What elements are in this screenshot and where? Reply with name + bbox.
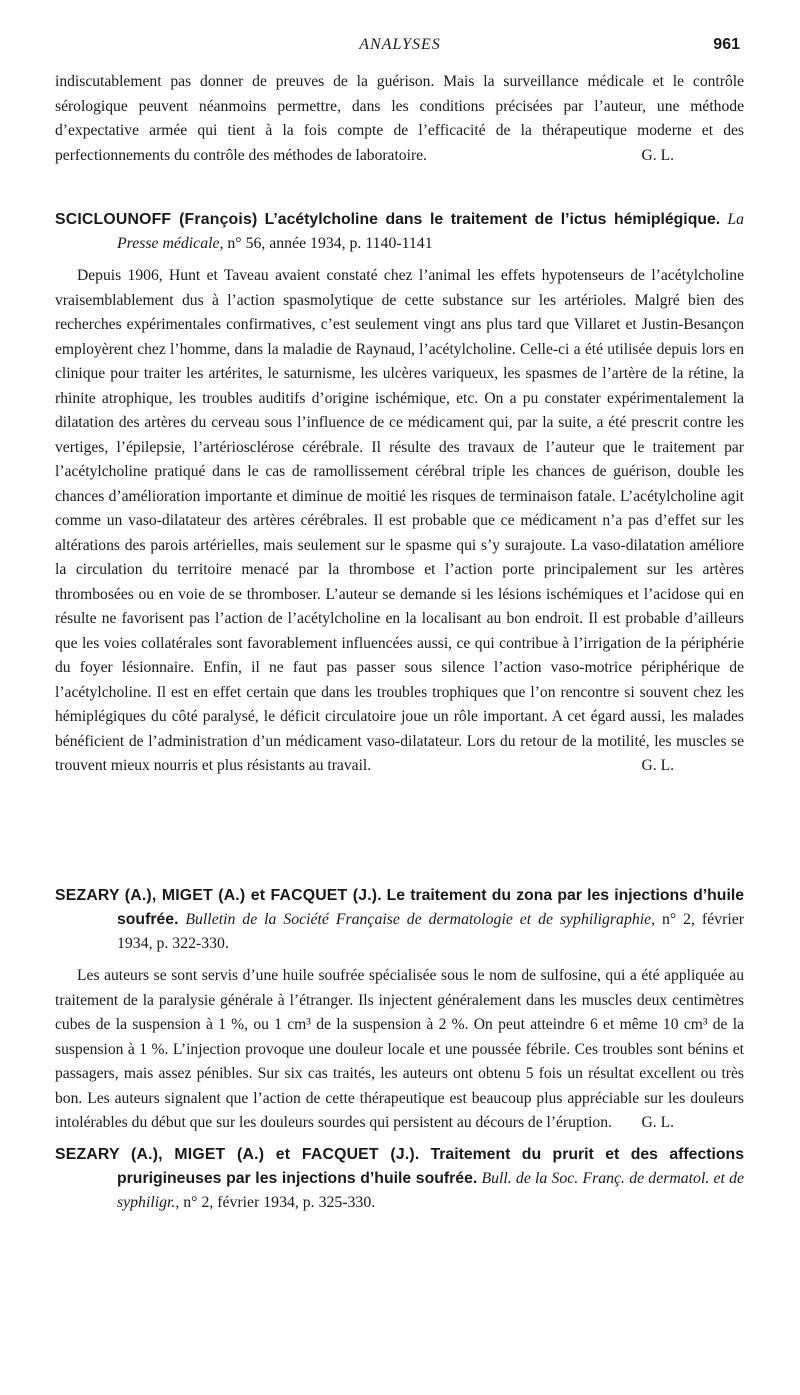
entry-reference: n° 2, février 1934, p. 322-330. [117,911,744,952]
running-title: ANALYSES [359,36,441,53]
entry-body [55,964,744,1136]
entry-title: L’acétylcholine dans le traitement de l’ictus hémiplégique. [264,211,721,228]
entry-reference: n° 56, année 1934, p. 1140-1141 [223,235,433,252]
signature: G. L. [641,146,674,164]
entry-body [55,264,744,779]
entry-body-text: Les auteurs se sont servis d’une huile soufrée spécialisée sous le nom de sulfosine, qui a été appliquée au traitement de la paralysie générale à l’étranger. Ils injectent généralement dans les muscles deux centimètres cubes de la suspension à 1 %, ou 1 cm³ de la suspension à 2 %. On peut atteindre 6 et même 10 cm³ de la suspension à 1 %. L’injection provoque une douleur locale et une poussée fébrile. Ces troubles sont bénins et passagers, mais assez pénibles. Sur six cas traités, les auteurs ont obtenu 5 fois un résultat excellent ou très bon. Les auteurs signalent que l’action de cette thérapeutique est beaucoup plus appréciable sur les douleurs intolérables du début que sur les douleurs sourdes qui persistent au décours de l’éruption. [55,967,744,1131]
entry-heading [55,884,744,956]
page-header [0,36,800,60]
entry-journal: Bulletin de la Société Française de dermatologie et de syphiligraphie, [185,911,656,928]
entry-authors: SCICLOUNOFF (François) [55,211,258,228]
entry-title: Traitement du prurit et des affections prurigineuses par les injections d’huile soufrée. [117,1146,744,1187]
entry-title: Le traitement du zona par les injections d’huile soufrée. [117,887,745,928]
entry-body-text: Depuis 1906, Hunt et Taveau avaient constaté chez l’animal les effets hypotenseurs de l’acétylcholine vraisemblablement dus à l’action spasmolytique de cette substance sur les artérioles. Malgré bien des recherches expérimentales confirmatives, c’est seulement vingt ans plus tard que Villaret et Justin-Besançon employèrent chez l’homme, dans la maladie de Raynaud, l’acétylcholine. Celle-ci a été utilisée depuis lors en clinique pour traiter les artérites, le saturnisme, les ulcères variqueux, les spasmes de l’artère de la rétine, la rhinite atrophique, les troubles auditifs d’origine ischémique, etc. On a pu constater expérimentalement la dilatation des artères du cerveau sous l’influence de ce médicament qui, par la suite, a été prescrit contre les vertiges, l’épilepsie, l’artériosclérose cérébrale. Il résulte des travaux de l’auteur que le traitement par l’acétylcholine pratiqué dans le cas de ramollissement cérébral triple les chances de guérison, double les chances d’amélioration importante et diminue de moitié les risques de terminaison fatale. L’acétylcholine agit comme un vaso-dilatateur des artères cérébrales. Il est probable que ce médicament n’a pas d’effet sur les altérations des parois artérielles, mais seulement sur le spasme qui s’y surajoute. La vaso-dilatation améliore la circulation du territoire menacé par la thrombose et l’action porte principalement sur les artères thrombosées ou en voie de se thromboser. L’auteur se demande si les lésions ischémiques et l’acidose qui en résulte ne favorisent pas l’action de l’acétylcholine en la localisant au bon endroit. Il est probable d’ailleurs que les voies collatérales sont favorablement influencées aussi, ce qui contribue à l’irrigation de la périphérie du foyer lésionnaire. Enfin, il ne faut pas passer sous silence l’action vaso-motrice périphérique de l’acétylcholine. Il est en effet certain que dans les troubles trophiques que l’on rencontre si souvent chez les hémiplégiques du côté paralysé, le déficit circulatoire joue un rôle important. A cet égard aussi, les malades bénéficient de l’administration d’un médicament vaso-dilatateur. Lors du retour de la motilité, les muscles se trouvent mieux nourris et plus résistants au travail. [55,267,744,774]
signature: G. L. [641,757,674,774]
page-number: 961 [713,36,740,53]
continued-paragraph [55,70,744,168]
review-entry-sciclounoff [55,208,744,779]
entry-heading [55,1143,744,1215]
entry-journal: Bull. de la Soc. Franç. de dermatol. et de syphiligr., [117,1170,744,1211]
review-entry-prurit [55,1143,744,1215]
signature: G. L. [641,1114,674,1131]
entry-authors: SEZARY (A.), MIGET (A.) et FACQUET (J.). [55,887,382,904]
review-entry-zona [55,884,744,1136]
entry-authors: SEZARY (A.), MIGET (A.) et FACQUET (J.). [55,1146,420,1163]
entry-reference: n° 2, février 1934, p. 325-330. [179,1194,376,1211]
entry-journal: La Presse médicale, [117,211,745,252]
paragraph-text: indiscutablement pas donner de preuves de la guérison. Mais la surveillance médicale et le contrôle sérologique peuvent néanmoins permettre, dans les conditions précisées par l’auteur, une méthode d’expectative armée qui tient à la fois compte de l’efficacité de la thérapeutique moderne et des perfectionnements du contrôle des méthodes de laboratoire. [55,73,744,164]
entry-heading [55,208,744,256]
